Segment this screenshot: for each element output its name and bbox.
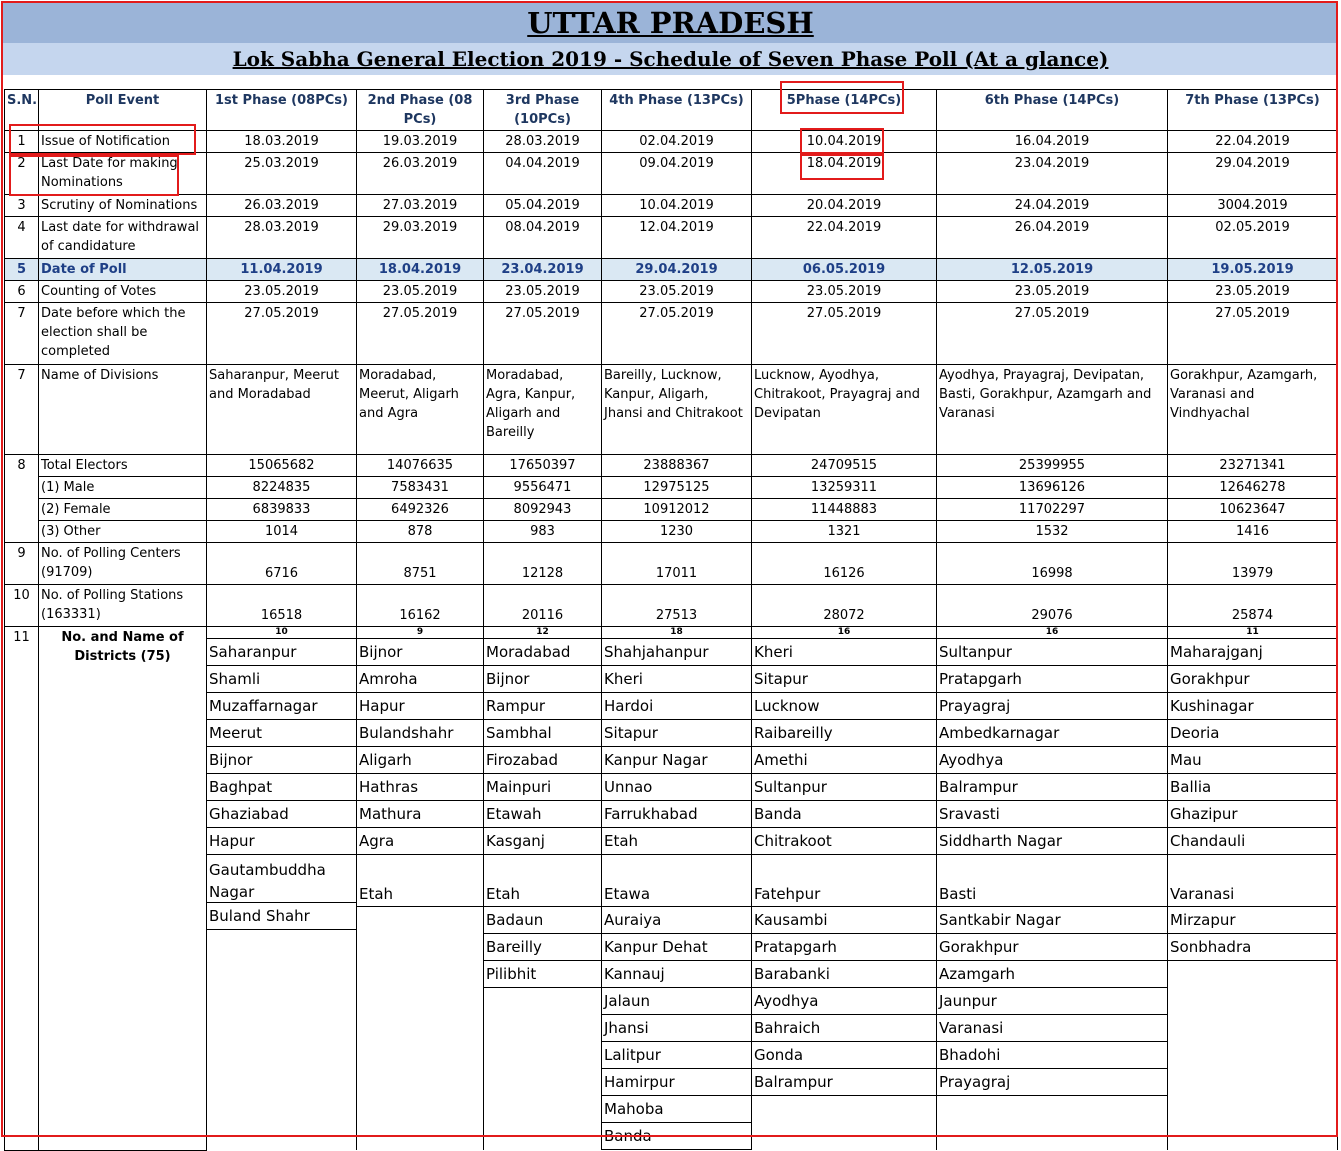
polling-stations-row — [5, 585, 1338, 627]
electors-value: 1014 — [207, 521, 357, 543]
district-name: Bulandshahr — [357, 720, 483, 747]
district-name: Mathura — [357, 801, 483, 828]
district-name: Amroha — [357, 666, 483, 693]
electors-value: 983 — [484, 521, 602, 543]
electors-value: 23888367 — [602, 455, 752, 477]
polling-value: 29076 — [937, 585, 1168, 627]
district-name: Pratapgarh — [937, 666, 1167, 693]
phase-value: 08.04.2019 — [484, 217, 602, 259]
phase-value: Lucknow, Ayodhya, Chitrakoot, Prayagraj and Devipatan — [752, 365, 937, 455]
serial-number: 3 — [5, 195, 39, 217]
table-row — [5, 303, 1338, 365]
phase-value: 23.05.2019 — [207, 281, 357, 303]
district-name: Bhadohi — [937, 1042, 1167, 1069]
district-name: Chitrakoot — [752, 828, 936, 855]
district-name: Ghazipur — [1168, 801, 1337, 828]
phase-value: 26.03.2019 — [357, 153, 484, 195]
table-row — [5, 365, 1338, 455]
phase-value: 27.05.2019 — [357, 303, 484, 365]
polling-value: 20116 — [484, 585, 602, 627]
district-name: Rampur — [484, 693, 601, 720]
page-subtitle: Lok Sabha General Election 2019 - Schedule of Seven Phase Poll (At a glance) — [232, 47, 1109, 71]
polling-value: 25874 — [1168, 585, 1338, 627]
district-name: Balrampur — [937, 774, 1167, 801]
electors-value: 1416 — [1168, 521, 1338, 543]
district-name: Bahraich — [752, 1015, 936, 1042]
district-name: Farrukhabad — [602, 801, 751, 828]
district-name: Maharajganj — [1168, 639, 1337, 666]
district-column — [602, 639, 752, 1151]
district-name: Ghaziabad — [207, 801, 356, 828]
district-name: Hathras — [357, 774, 483, 801]
phase-value: 20.04.2019 — [752, 195, 937, 217]
district-count: 11 — [1168, 627, 1338, 639]
phase-value: 06.05.2019 — [752, 259, 937, 281]
polling-value: 16126 — [752, 543, 937, 585]
district-name: Pratapgarh — [752, 934, 936, 961]
phase-value: 23.04.2019 — [937, 153, 1168, 195]
district-name: Gorakhpur — [937, 934, 1167, 961]
phase-value: 10.04.2019 — [602, 195, 752, 217]
electors-value: 24709515 — [752, 455, 937, 477]
district-name: Etawa — [602, 855, 751, 907]
district-name: Fatehpur — [752, 855, 936, 907]
phase-value: 29.04.2019 — [602, 259, 752, 281]
poll-event-label: Counting of Votes — [39, 281, 207, 303]
polling-value: 13979 — [1168, 543, 1338, 585]
column-header: Poll Event — [39, 90, 207, 131]
phase-value: 23.05.2019 — [937, 281, 1168, 303]
district-column — [1168, 639, 1338, 1151]
electors-value: 10912012 — [602, 499, 752, 521]
phase-value: 12.04.2019 — [602, 217, 752, 259]
phase-value: 23.05.2019 — [1168, 281, 1338, 303]
district-name: Kannauj — [602, 961, 751, 988]
district-column — [207, 639, 357, 1151]
phase-value: 23.05.2019 — [484, 281, 602, 303]
electors-label: (1) Male — [39, 477, 207, 499]
phase-value: 27.05.2019 — [207, 303, 357, 365]
district-count: 18 — [602, 627, 752, 639]
poll-event-label: Last Date for making Nominations — [39, 153, 207, 195]
phase-value: 19.05.2019 — [1168, 259, 1338, 281]
polling-value: 12128 — [484, 543, 602, 585]
electors-label: (2) Female — [39, 499, 207, 521]
electors-value: 13696126 — [937, 477, 1168, 499]
electors-value: 8092943 — [484, 499, 602, 521]
phase-value: 28.03.2019 — [207, 217, 357, 259]
column-header: 2nd Phase (08 PCs) — [357, 90, 484, 131]
phase-value: 28.03.2019 — [484, 131, 602, 153]
district-name: Shamli — [207, 666, 356, 693]
phase-value: 10.04.2019 — [752, 131, 937, 153]
electors-value: 11448883 — [752, 499, 937, 521]
phase-value: 27.05.2019 — [937, 303, 1168, 365]
phase-value: 23.05.2019 — [602, 281, 752, 303]
phase-value: 02.04.2019 — [602, 131, 752, 153]
serial-number: 9 — [5, 543, 39, 585]
electors-value: 10623647 — [1168, 499, 1338, 521]
district-name: Kheri — [602, 666, 751, 693]
district-name: Firozabad — [484, 747, 601, 774]
phase-value: 27.05.2019 — [1168, 303, 1338, 365]
electors-row — [5, 499, 1338, 521]
district-name: Basti — [937, 855, 1167, 907]
electors-value: 7583431 — [357, 477, 484, 499]
polling-value: 16162 — [357, 585, 484, 627]
district-name: Gorakhpur — [1168, 666, 1337, 693]
district-name: Unnao — [602, 774, 751, 801]
polling-value: 6716 — [207, 543, 357, 585]
phase-value: 24.04.2019 — [937, 195, 1168, 217]
serial-number: 11 — [5, 627, 39, 1151]
phase-value: 3004.2019 — [1168, 195, 1338, 217]
header-row — [5, 90, 1338, 131]
district-name: Buland Shahr — [207, 903, 356, 930]
electors-value: 15065682 — [207, 455, 357, 477]
district-name: Prayagraj — [937, 1069, 1167, 1096]
column-header: 1st Phase (08PCs) — [207, 90, 357, 131]
phase-value: Bareilly, Lucknow, Kanpur, Aligarh, Jhansi and Chitrakoot — [602, 365, 752, 455]
electors-row — [5, 455, 1338, 477]
column-header: 7th Phase (13PCs) — [1168, 90, 1338, 131]
phase-value: Moradabad, Agra, Kanpur, Aligarh and Bareilly — [484, 365, 602, 455]
district-name: Deoria — [1168, 720, 1337, 747]
electors-label: (3) Other — [39, 521, 207, 543]
district-name: Barabanki — [752, 961, 936, 988]
district-name: Kanpur Dehat — [602, 934, 751, 961]
district-count: 12 — [484, 627, 602, 639]
district-name: Bijnor — [357, 639, 483, 666]
district-name: Hamirpur — [602, 1069, 751, 1096]
district-name: Prayagraj — [937, 693, 1167, 720]
district-name: Sultanpur — [752, 774, 936, 801]
district-name: Sultanpur — [937, 639, 1167, 666]
serial-number: 6 — [5, 281, 39, 303]
district-name: Banda — [752, 801, 936, 828]
poll-event-label: Date of Poll — [39, 259, 207, 281]
electors-value: 6492326 — [357, 499, 484, 521]
polling-value: 16998 — [937, 543, 1168, 585]
district-name: Etah — [484, 855, 601, 907]
polling-value: 27513 — [602, 585, 752, 627]
phase-value: Moradabad, Meerut, Aligarh and Agra — [357, 365, 484, 455]
column-header: 3rd Phase (10PCs) — [484, 90, 602, 131]
phase-value: Gorakhpur, Azamgarh, Varanasi and Vindhyachal — [1168, 365, 1338, 455]
district-name: Bijnor — [207, 747, 356, 774]
serial-number: 5 — [5, 259, 39, 281]
serial-number: 7 — [5, 303, 39, 365]
electors-value: 12646278 — [1168, 477, 1338, 499]
column-header: 4th Phase (13PCs) — [602, 90, 752, 131]
district-name: Ballia — [1168, 774, 1337, 801]
polling-value: 8751 — [357, 543, 484, 585]
district-name: Gautambuddha Nagar — [207, 855, 356, 903]
district-name: Kheri — [752, 639, 936, 666]
electors-value: 1532 — [937, 521, 1168, 543]
serial-number: 1 — [5, 131, 39, 153]
column-header: S.N. — [5, 90, 39, 131]
district-name: Jhansi — [602, 1015, 751, 1042]
district-name: Kanpur Nagar — [602, 747, 751, 774]
electors-value: 17650397 — [484, 455, 602, 477]
table-row — [5, 281, 1338, 303]
phase-value: 22.04.2019 — [1168, 131, 1338, 153]
electors-value: 23271341 — [1168, 455, 1338, 477]
district-name: Raibareilly — [752, 720, 936, 747]
phase-value: 27.05.2019 — [752, 303, 937, 365]
phase-value: 29.03.2019 — [357, 217, 484, 259]
serial-number: 7 — [5, 365, 39, 455]
serial-number: 10 — [5, 585, 39, 627]
phase-value: 04.04.2019 — [484, 153, 602, 195]
phase-value: 05.04.2019 — [484, 195, 602, 217]
district-name: Bareilly — [484, 934, 601, 961]
electors-label: Total Electors — [39, 455, 207, 477]
district-name: Jaunpur — [937, 988, 1167, 1015]
district-name: Kausambi — [752, 907, 936, 934]
district-name: Mahoba — [602, 1096, 751, 1123]
district-name: Siddharth Nagar — [937, 828, 1167, 855]
district-name: Varanasi — [1168, 855, 1337, 907]
title-band — [3, 3, 1338, 43]
district-name: Mau — [1168, 747, 1337, 774]
district-name: Chandauli — [1168, 828, 1337, 855]
district-column — [752, 639, 937, 1151]
district-count: 9 — [357, 627, 484, 639]
district-column — [484, 639, 602, 1151]
serial-number: 2 — [5, 153, 39, 195]
district-name: Hapur — [357, 693, 483, 720]
district-name: Sonbhadra — [1168, 934, 1337, 961]
district-name: Badaun — [484, 907, 601, 934]
district-name: Hardoi — [602, 693, 751, 720]
phase-value: Ayodhya, Prayagraj, Devipatan, Basti, Gorakhpur, Azamgarh and Varanasi — [937, 365, 1168, 455]
district-name: Meerut — [207, 720, 356, 747]
phase-value: 27.05.2019 — [602, 303, 752, 365]
district-name: Auraiya — [602, 907, 751, 934]
district-name: Kushinagar — [1168, 693, 1337, 720]
district-name: Etah — [357, 855, 483, 907]
district-name: Kasganj — [484, 828, 601, 855]
district-name: Bijnor — [484, 666, 601, 693]
district-name: Baghpat — [207, 774, 356, 801]
phase-value: 26.03.2019 — [207, 195, 357, 217]
poll-event-label: Last date for withdrawal of candidature — [39, 217, 207, 259]
district-name: Varanasi — [937, 1015, 1167, 1042]
district-name: Etah — [602, 828, 751, 855]
phase-value: 16.04.2019 — [937, 131, 1168, 153]
district-column — [357, 639, 484, 1151]
district-name: Sravasti — [937, 801, 1167, 828]
electors-value: 1321 — [752, 521, 937, 543]
phase-value: 12.05.2019 — [937, 259, 1168, 281]
district-name: Etawah — [484, 801, 601, 828]
electors-value: 9556471 — [484, 477, 602, 499]
column-header: 5Phase (14PCs) — [752, 90, 937, 131]
phase-value: 26.04.2019 — [937, 217, 1168, 259]
table-row — [5, 217, 1338, 259]
district-name: Azamgarh — [937, 961, 1167, 988]
electors-value: 13259311 — [752, 477, 937, 499]
districts-label: No. and Name of Districts (75) — [39, 627, 207, 1151]
phase-value: 29.04.2019 — [1168, 153, 1338, 195]
district-name: Santkabir Nagar — [937, 907, 1167, 934]
table-row — [5, 195, 1338, 217]
district-count: 10 — [207, 627, 357, 639]
district-name: Amethi — [752, 747, 936, 774]
electors-value: 8224835 — [207, 477, 357, 499]
district-name: Agra — [357, 828, 483, 855]
district-name: Pilibhit — [484, 961, 601, 988]
district-name: Jalaun — [602, 988, 751, 1015]
electors-value: 14076635 — [357, 455, 484, 477]
phase-value: 27.03.2019 — [357, 195, 484, 217]
phase-value: 25.03.2019 — [207, 153, 357, 195]
district-name: Saharanpur — [207, 639, 356, 666]
phase-value: Saharanpur, Meerut and Moradabad — [207, 365, 357, 455]
table-row — [5, 259, 1338, 281]
district-name: Muzaffarnagar — [207, 693, 356, 720]
electors-row — [5, 477, 1338, 499]
polling-centers-row — [5, 543, 1338, 585]
phase-value: 11.04.2019 — [207, 259, 357, 281]
polling-label: No. of Polling Stations (163331) — [39, 585, 207, 627]
poll-event-label: Date before which the election shall be completed — [39, 303, 207, 365]
phase-value: 19.03.2019 — [357, 131, 484, 153]
phase-value: 23.05.2019 — [752, 281, 937, 303]
district-name: Banda — [602, 1123, 751, 1150]
subtitle-band — [3, 43, 1338, 75]
district-name: Mirzapur — [1168, 907, 1337, 934]
district-name: Lucknow — [752, 693, 936, 720]
polling-value: 16518 — [207, 585, 357, 627]
district-name: Moradabad — [484, 639, 601, 666]
phase-value: 23.04.2019 — [484, 259, 602, 281]
electors-value: 878 — [357, 521, 484, 543]
column-header: 6th Phase (14PCs) — [937, 90, 1168, 131]
district-name: Sambhal — [484, 720, 601, 747]
district-name: Shahjahanpur — [602, 639, 751, 666]
district-count: 16 — [752, 627, 937, 639]
phase-value: 22.04.2019 — [752, 217, 937, 259]
phase-value: 18.03.2019 — [207, 131, 357, 153]
district-name: Gonda — [752, 1042, 936, 1069]
district-name: Sitapur — [602, 720, 751, 747]
district-name: Ayodhya — [937, 747, 1167, 774]
district-column — [937, 639, 1168, 1151]
table-row — [5, 131, 1338, 153]
polling-value: 17011 — [602, 543, 752, 585]
poll-event-label: Issue of Notification — [39, 131, 207, 153]
phase-value: 09.04.2019 — [602, 153, 752, 195]
poll-event-label: Name of Divisions — [39, 365, 207, 455]
electors-row — [5, 521, 1338, 543]
district-name: Sitapur — [752, 666, 936, 693]
phase-value: 02.05.2019 — [1168, 217, 1338, 259]
schedule-table — [4, 89, 1338, 1151]
electors-value: 11702297 — [937, 499, 1168, 521]
district-name: Hapur — [207, 828, 356, 855]
polling-label: No. of Polling Centers (91709) — [39, 543, 207, 585]
polling-value: 28072 — [752, 585, 937, 627]
electors-value: 25399955 — [937, 455, 1168, 477]
district-name: Aligarh — [357, 747, 483, 774]
serial-number: 4 — [5, 217, 39, 259]
district-count: 16 — [937, 627, 1168, 639]
electors-value: 1230 — [602, 521, 752, 543]
table-row — [5, 153, 1338, 195]
district-name: Mainpuri — [484, 774, 601, 801]
districts-count-row — [5, 627, 1338, 639]
phase-value: 18.04.2019 — [752, 153, 937, 195]
district-name: Lalitpur — [602, 1042, 751, 1069]
serial-number: 8 — [5, 455, 39, 543]
phase-value: 18.04.2019 — [357, 259, 484, 281]
page-title: UTTAR PRADESH — [527, 6, 814, 40]
electors-value: 6839833 — [207, 499, 357, 521]
district-name: Ayodhya — [752, 988, 936, 1015]
district-name: Balrampur — [752, 1069, 936, 1096]
district-name: Ambedkarnagar — [937, 720, 1167, 747]
phase-value: 23.05.2019 — [357, 281, 484, 303]
phase-value: 27.05.2019 — [484, 303, 602, 365]
poll-event-label: Scrutiny of Nominations — [39, 195, 207, 217]
electors-value: 12975125 — [602, 477, 752, 499]
